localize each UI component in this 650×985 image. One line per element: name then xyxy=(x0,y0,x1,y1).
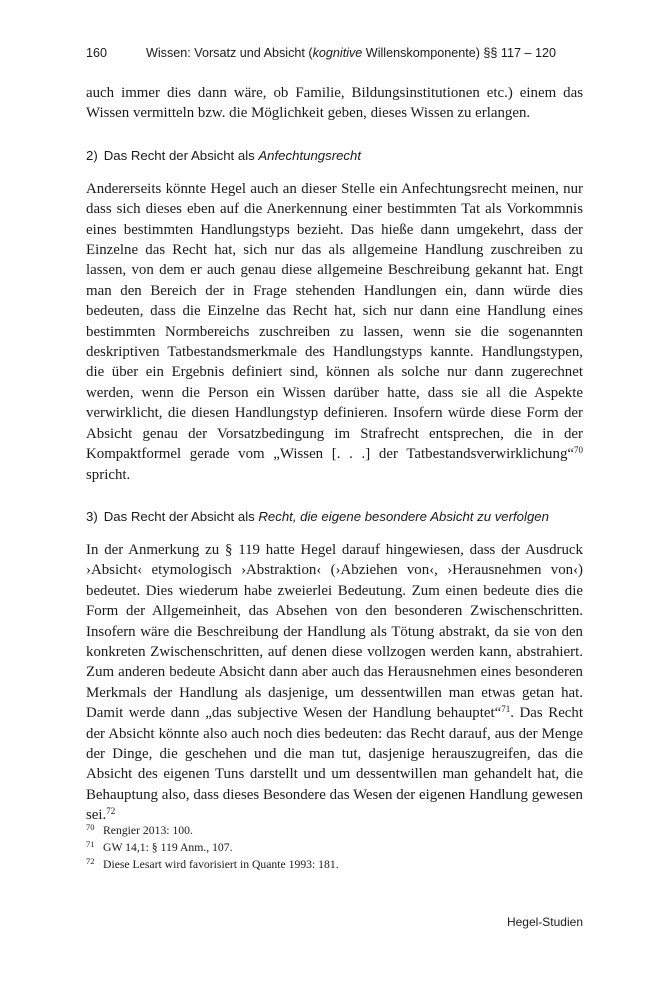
section-heading-3 xyxy=(86,507,583,527)
section-title: Das Recht der Absicht als xyxy=(103,508,259,524)
footnote-ref[interactable]: 71 xyxy=(501,704,511,715)
footnote xyxy=(86,839,583,856)
main-text xyxy=(86,83,583,826)
footnote xyxy=(86,856,583,873)
running-title: Wissen: Vorsatz und Absicht (kognitive Willenskomponente) §§ 117 – 120 xyxy=(146,46,557,60)
section-number: 3) xyxy=(86,508,98,524)
footnote xyxy=(86,822,583,839)
footnote-text: Rengier 2013: 100. xyxy=(103,824,193,837)
footnote-ref[interactable]: 72 xyxy=(106,806,116,817)
page-number: 160 xyxy=(86,46,108,60)
section-title-italic: Anfechtungsrecht xyxy=(258,147,362,163)
footnote-ref[interactable]: 70 xyxy=(574,445,583,456)
section-number: 2) xyxy=(86,147,98,163)
footnote-number: 70 xyxy=(86,822,95,832)
journal-footer: Hegel-Studien xyxy=(506,915,583,929)
footnotes xyxy=(86,822,583,873)
section-heading-2 xyxy=(86,146,583,166)
footnote-number: 72 xyxy=(86,856,95,866)
footnote-text: Diese Lesart wird favorisiert in Quante 1993: 181. xyxy=(103,858,339,871)
section-title-italic: Recht, die eigene besondere Absicht zu verfolgen xyxy=(258,508,549,524)
intro-paragraph: auch immer dies dann wäre, ob Familie, Bildungsinstitutionen etc.) einem das Wissen vermitteln bzw. die Möglichkeit geben, dieses Wissen zu erlangen. xyxy=(86,85,583,122)
section-title: Das Recht der Absicht als xyxy=(103,147,259,163)
section-2-paragraph: Andererseits könnte Hegel auch an dieser Stelle ein Anfechtungsrecht meinen, nur dass sich dieses eben auf die Anerkennung einer bestimmten Tat als Vorkommnis eines bestimmten Handlungstyps bezieht. Das hieße dann umgekehrt, dass der Einzelne das Recht hat, sich nur das als allgemeine Handlung zuschreiben zu lassen, von dem er auch genau diese allgemeine Beschreibung gekannt hat. Engt man den Bereich der in Frage stehenden Handlungen ein, dann würde dies bedeuten, dass die Einzelne das Recht hat, sich nur dann eine Handlung eines bestimmten Normbereichs zuschreiben zu lassen, wenn sie die sogenannten deskriptiven Tatbestandsmerkmale des Handlungstyps kannte. Handlungstypen, die über ein Ergebnis definiert sind, können als solche nur dann zugerechnet werden, wenn die Person ein Wissen darüber hatte, dass sie all die Aspekte verwirklicht, die diesen Handlungstyp definieren. Insofern würde diese Form der Absicht genau der Vorsatzbedingung im Strafrecht entsprechen, die in der Kompaktformel gerade vom „Wissen [. . .] der Tatbestandsverwirklichung“$^{70}$ spricht. xyxy=(86,180,583,483)
footnote-number: 71 xyxy=(86,839,95,849)
section-3-paragraph: In der Anmerkung zu § 119 hatte Hegel darauf hingewiesen, dass der Ausdruck ›Absicht‹ etymologisch ›Abstraktion‹ (›Abziehen von‹, ›Herausnehmen von‹) bedeutet. Dies wiederum habe zweierlei Bedeutung. Zum einen bedeute dies die Form der Allgemeinheit, das Absehen von den besonderen Zwischenschritten. Insofern wäre die Beschreibung der Handlung als Tötung abstrakt, da sie von den konkreten Zwischenschritten, auf denen diese vollzogen werden kann, abstrahiert. Zum anderen bedeute Absicht dann aber auch das Herausnehmen eines besonderen Merkmals der Handlung als dasjenige, um dessentwillen man etwas getan hat. Damit werde dann „das subjective Wesen der Handlung behauptet“$^{71}$. Das Recht der Absicht könnte also auch noch dies bedeuten: das Recht darauf, aus der Menge der Dinge, die geschehen und die man tut, dasjenige herauszugreifen, das die Absicht des eigenen Tuns darstellt und um dessentwillen man gehandelt hat, die Behauptung also, dass dieses Besondere das Wesen der eigenen Handlung gewesen sei.$^{72}$ xyxy=(86,541,583,824)
footnote-text: GW 14,1: § 119 Anm., 107. xyxy=(103,841,233,854)
running-header xyxy=(86,46,586,60)
